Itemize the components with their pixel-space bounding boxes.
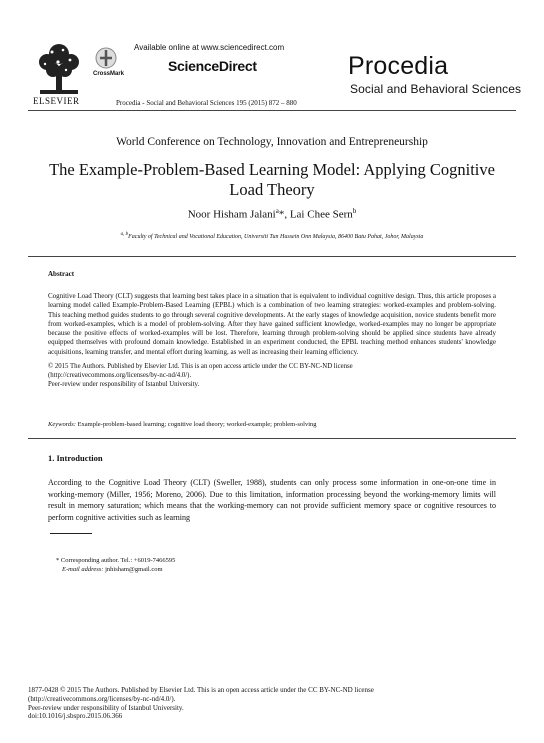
section-heading-introduction: 1. Introduction bbox=[48, 453, 103, 463]
elsevier-tree-logo bbox=[30, 40, 88, 102]
author-separator: , bbox=[284, 208, 290, 221]
footer-license-link[interactable]: (http://creativecommons.org/licenses/by-nc-nd/4.0/). bbox=[28, 694, 176, 703]
corresponding-author-note: * Corresponding author. Tel.: +6019-7466595 bbox=[56, 557, 176, 564]
procedia-logo: Procedia bbox=[348, 52, 449, 80]
keywords bbox=[48, 421, 317, 428]
affiliation-text: Faculty of Technical and Vocational Education, Universiti Tun Hussein Onn Malaysia, 86400 Batu Pahat, Johor, Malaysia bbox=[128, 234, 424, 240]
email-label: E-mail address: bbox=[62, 566, 104, 573]
affiliation bbox=[0, 232, 544, 240]
email-line bbox=[56, 565, 175, 574]
author-name: Noor Hisham Jalani bbox=[187, 208, 276, 221]
elsevier-logo-text: ELSEVIER bbox=[33, 96, 80, 106]
license-link[interactable]: (http://creativecommons.org/licenses/by-nc-nd/4.0/). bbox=[48, 372, 192, 379]
front-matter-footer bbox=[28, 686, 374, 721]
conference-name: World Conference on Technology, Innovation and Entrepreneurship bbox=[116, 136, 428, 148]
keywords-text: Example-problem-based learning; cognitive load theory; worked-example; problem-solving bbox=[77, 421, 317, 428]
introduction-body: According to the Cognitive Load Theory (CLT) (Sweller, 1988), students can only process some information in one-on-one time in working-memory (Miller, 1956; Moreno, 2006). Due to this limitation, information processing beyond the working-memory limits will result in memory saturation; which means that the working-memory can not provide sufficient memory space or cognitive resources to perform cognitive activities such as learning bbox=[48, 478, 496, 522]
header-rule bbox=[28, 110, 516, 111]
author-name: Lai Chee Sern bbox=[289, 208, 353, 221]
title-line-2: Load Theory bbox=[229, 180, 315, 199]
affiliation-sup: a, b bbox=[120, 232, 129, 237]
available-online-link[interactable]: Available online at www.sciencedirect.com bbox=[134, 43, 285, 52]
abstract-body: Cognitive Load Theory (CLT) suggests that learning best takes place in a situation that is equivalent to individual cognitive design. Thus, this article proposes a learning model called Example-Problem-Based Learning (EPBL) which is a combination of two learning strategies: worked-examples and problem-solving. This teaching method guides students to go through several cognitive developments. At the early stages of knowledge acquisition, novice students benefit more from worked-examples, which is a model of problem-solving. After they have gained sufficient knowledge, worked-examples may no longer be appropriate because the positive effects of worked-examples will be lost. Therefore, learning through problem-solving should be applied since students have already equipped themselves with profound domain knowledge. Established in an experiment conducted, the EPBL teaching method enhances students' knowledge acquisitions, learning transfer, and mental effort during learning, as well as increasing their learning efficiency. bbox=[48, 292, 496, 356]
abstract-bottom-rule bbox=[28, 438, 516, 439]
crossmark-label: CrossMark bbox=[93, 71, 125, 77]
sciencedirect-logo: ScienceDirect bbox=[168, 58, 257, 74]
email-address[interactable]: jnhisham@gmail.com bbox=[105, 566, 163, 573]
crossmark-icon[interactable] bbox=[95, 47, 117, 69]
journal-citation: Procedia - Social and Behavioral Sciences 195 (2015) 872 – 880 bbox=[116, 99, 297, 107]
abstract-top-rule bbox=[28, 256, 516, 257]
footer-peer-review: Peer-review under responsibility of Istanbul University. bbox=[28, 703, 184, 712]
author-affil-sup: a bbox=[275, 207, 279, 215]
keywords-label: Keywords: bbox=[48, 421, 76, 428]
author-list bbox=[0, 207, 544, 221]
title-line-1: The Example-Problem-Based Learning Model: Applying Cognitive bbox=[49, 160, 495, 179]
paper-title bbox=[40, 160, 504, 200]
footnote bbox=[56, 556, 175, 574]
doi[interactable]: doi:10.1016/j.sbspro.2015.06.366 bbox=[28, 712, 123, 721]
procedia-logo-subtitle: Social and Behavioral Sciences bbox=[350, 82, 522, 96]
corresponding-mark: * bbox=[278, 208, 285, 221]
footnote-rule bbox=[50, 533, 92, 534]
abstract-heading: Abstract bbox=[48, 270, 75, 278]
peer-review-note: Peer-review under responsibility of Istanbul University. bbox=[48, 381, 200, 388]
issn-copyright: 1877-0428 © 2015 The Authors. Published by Elsevier Ltd. This is an open access article under the CC BY-NC-ND license bbox=[28, 686, 374, 694]
author-affil-sup: b bbox=[352, 207, 357, 215]
abstract-copyright: © 2015 The Authors. Published by Elsevier Ltd. This is an open access article under the CC BY-NC-ND license bbox=[48, 363, 353, 370]
